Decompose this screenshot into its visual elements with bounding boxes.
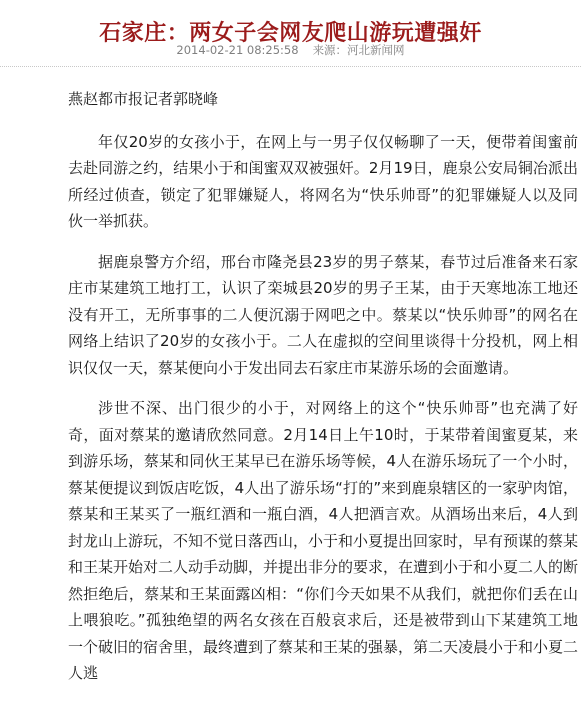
article-body — [68, 86, 578, 701]
article-meta — [0, 42, 581, 58]
source-link[interactable]: 河北新闻网 — [347, 43, 405, 57]
article-paragraph: 据鹿泉警方介绍，邢台市隆尧县23岁的男子蔡某，春节过后准备来石家庄市某建筑工地打工，认识了栾城县20岁的男子王某，由于天寒地冻工地还没有开工，无所事事的二人便沉溺于网吧之中。蔡某以“快乐帅哥”的网名在网络上结识了20岁的女孩小于。二人在虚拟的空间里谈得十分投机，网上相识仅仅一天，蔡某便向小于发出同去石家庄市某游乐场的会面邀请。 — [68, 252, 578, 377]
article-paragraph: 涉世不深、出门很少的小于，对网络上的这个“快乐帅哥”也充满了好奇，面对蔡某的邀请欣然同意。2月14日上午10时，于某带着闺蜜夏某，来到游乐场，蔡某和同伙王某早已在游乐场等候，4人在游乐场玩了一个小时，蔡某便提议到饭店吃饭，4人出了游乐场“打的”来到鹿泉辖区的一家驴肉馆，蔡某和王某买了一瓶红酒和一瓶白酒，4人把酒言欢。从酒场出来后，4人到封龙山上游玩，不知不觉日落西山，小于和小夏提出回家时，早有预谋的蔡某和王某开始对二人动手动脚，并提出非分的要求，在遭到小于和小夏二人的断然拒绝后，蔡某和王某面露凶相：“你们今天如果不从我们，就把你们丢在山上喂狼吃。”孤独绝望的两名女孩在百般哀求后，还是被带到山下某建筑工地一个破旧的宿舍里，最终遭到了蔡某和王某的强暴，第二天凌晨小于和小夏二人逃 — [68, 399, 579, 682]
header-divider — [0, 66, 581, 67]
article-headline: 石家庄：两女子会网友爬山游玩遭强奸 — [99, 19, 482, 46]
publish-datetime: 2014-02-21 08:25:58 — [176, 43, 299, 57]
source-label: 来源： — [312, 43, 348, 57]
article-paragraph: 年仅20岁的女孩小于，在网上与一男子仅仅畅聊了一天，便带着闺蜜前去赴同游之约，结果小于和闺蜜双双被强奸。2月19日，鹿泉公安局铜冶派出所经过侦查，锁定了犯罪嫌疑人，将网名为“快乐帅哥”的犯罪嫌疑人以及同伙一举抓获。 — [68, 132, 578, 230]
article-byline: 燕赵都市报记者郭晓峰 — [68, 90, 219, 108]
